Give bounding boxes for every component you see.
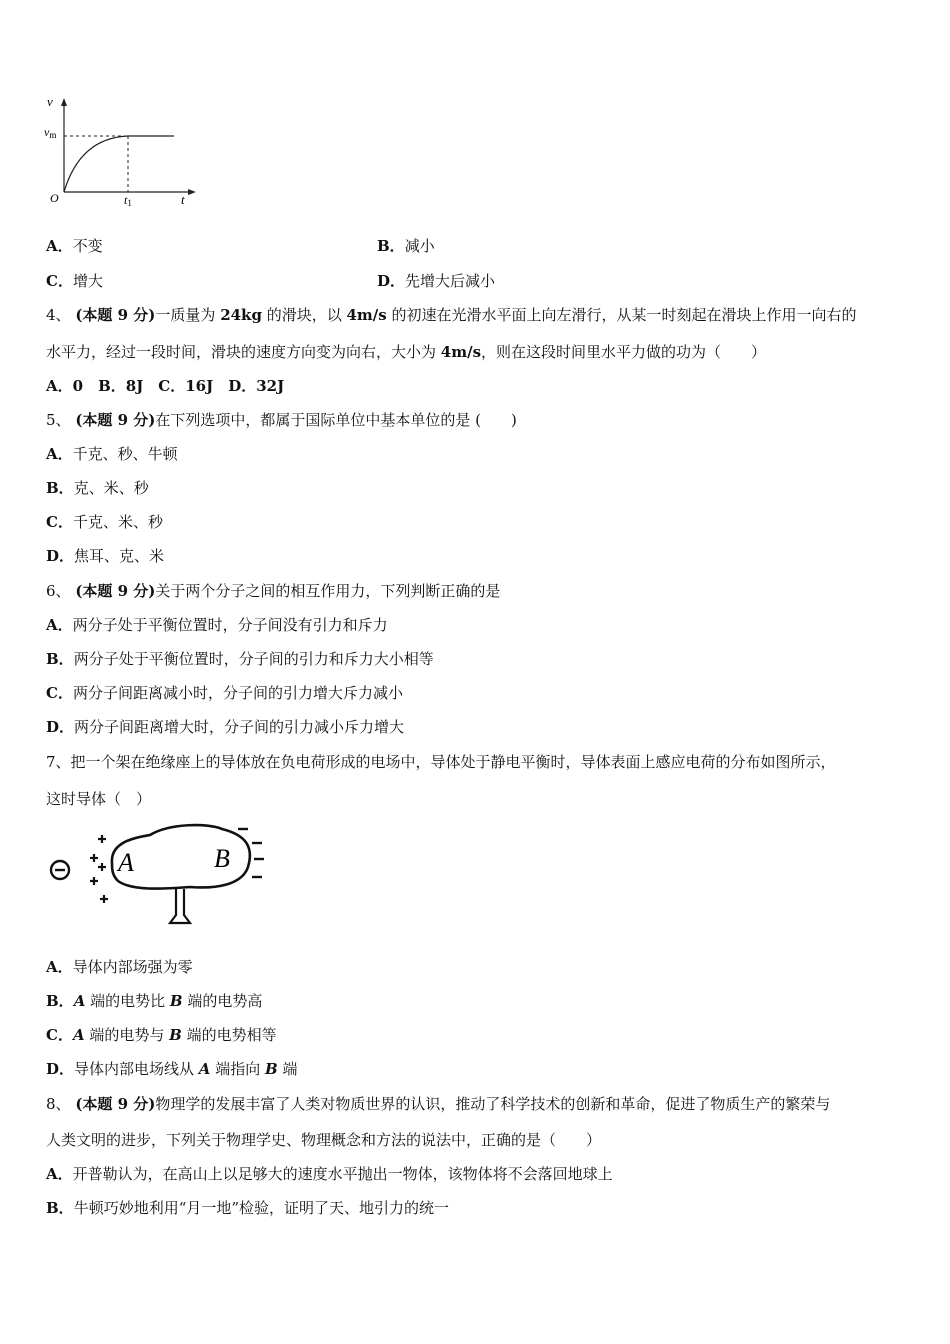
q6-option-c: C．两分子间距离减小时，分子间的引力增大斥力减小 [46,684,403,702]
origin-label: O [50,191,59,205]
q5-option-a: A．千克、秒、牛顿 [46,445,178,463]
q7-option-a: A．导体内部场强为零 [46,958,193,976]
x-axis-label: t [181,192,185,207]
q7-stem-line2: 这时导体（ ） [46,790,152,808]
vm-label: vm [44,125,57,140]
q8-stem-line2: 人类文明的进步，下列关于物理学史、物理概念和方法的说法中，正确的是（ ） [46,1131,602,1149]
q3-option-c: C．增大 [46,272,103,290]
q8-stem-line1: 8、 (本题 9 分)物理学的发展丰富了人类对物质世界的认识，推动了科学技术的创新和革命，促进了物质生产的繁荣与 [46,1095,831,1113]
conductor-end-b-label: B [214,844,230,873]
q6-stem: 6、 (本题 9 分)关于两个分子之间的相互作用力，下列判断正确的是 [46,582,501,600]
q3-option-d: D．先增大后减小 [377,272,496,290]
q7-option-d: D．导体内部电场线从 A 端指向 B 端 [46,1060,298,1078]
q4-options: A．0 B．8J C．16J D．32J [46,377,285,395]
q5-option-d: D．焦耳、克、米 [46,547,165,565]
q6-option-a: A．两分子处于平衡位置时，分子间没有引力和斥力 [46,616,388,634]
q4-stem-line1: 4、 (本题 9 分)一质量为 24kg 的滑块，以 4m/s 的初速在光滑水平面上向左滑行，从某一时刻起在滑块上作用一向右的 [46,306,857,324]
insulating-stand [170,889,190,923]
q5-option-c: C．千克、米、秒 [46,513,163,531]
positive-induced-charges [90,835,108,903]
q7-option-b: B．A 端的电势比 B 端的电势高 [46,992,263,1010]
conductor-figure [40,815,280,935]
velocity-curve [64,136,174,192]
q5-stem: 5、 (本题 9 分)在下列选项中，都属于国际单位中基本单位的是 ( ) [46,411,517,429]
t1-label: t1 [124,193,132,208]
q3-option-b: B．减小 [377,237,435,255]
y-axis-arrow [61,98,67,106]
x-axis-arrow [188,189,196,195]
q3-option-a: A．不变 [46,237,103,255]
q7-option-c: C．A 端的电势与 B 端的电势相等 [46,1026,277,1044]
q6-option-b: B．两分子处于平衡位置时，分子间的引力和斥力大小相等 [46,650,434,668]
conductor-end-a-label: A [118,848,134,877]
q8-option-b: B．牛顿巧妙地利用“月一地”检验，证明了天、地引力的统一 [46,1199,450,1217]
y-axis-label: v [47,94,53,109]
q4-stem-line2: 水平力，经过一段时间，滑块的速度方向变为向右，大小为 4m/s，则在这段时间里水平力做的功为（ ） [46,343,767,361]
q5-option-b: B．克、米、秒 [46,479,149,497]
q7-stem-line1: 7、把一个架在绝缘座上的导体放在负电荷形成的电场中，导体处于静电平衡时，导体表面上感应电荷的分布如图所示， [46,753,836,771]
velocity-time-graph [40,92,210,212]
q8-option-a: A．开普勒认为，在高山上以足够大的速度水平抛出一物体，该物体将不会落回地球上 [46,1165,613,1183]
q6-option-d: D．两分子间距离增大时，分子间的引力减小斥力增大 [46,718,405,736]
